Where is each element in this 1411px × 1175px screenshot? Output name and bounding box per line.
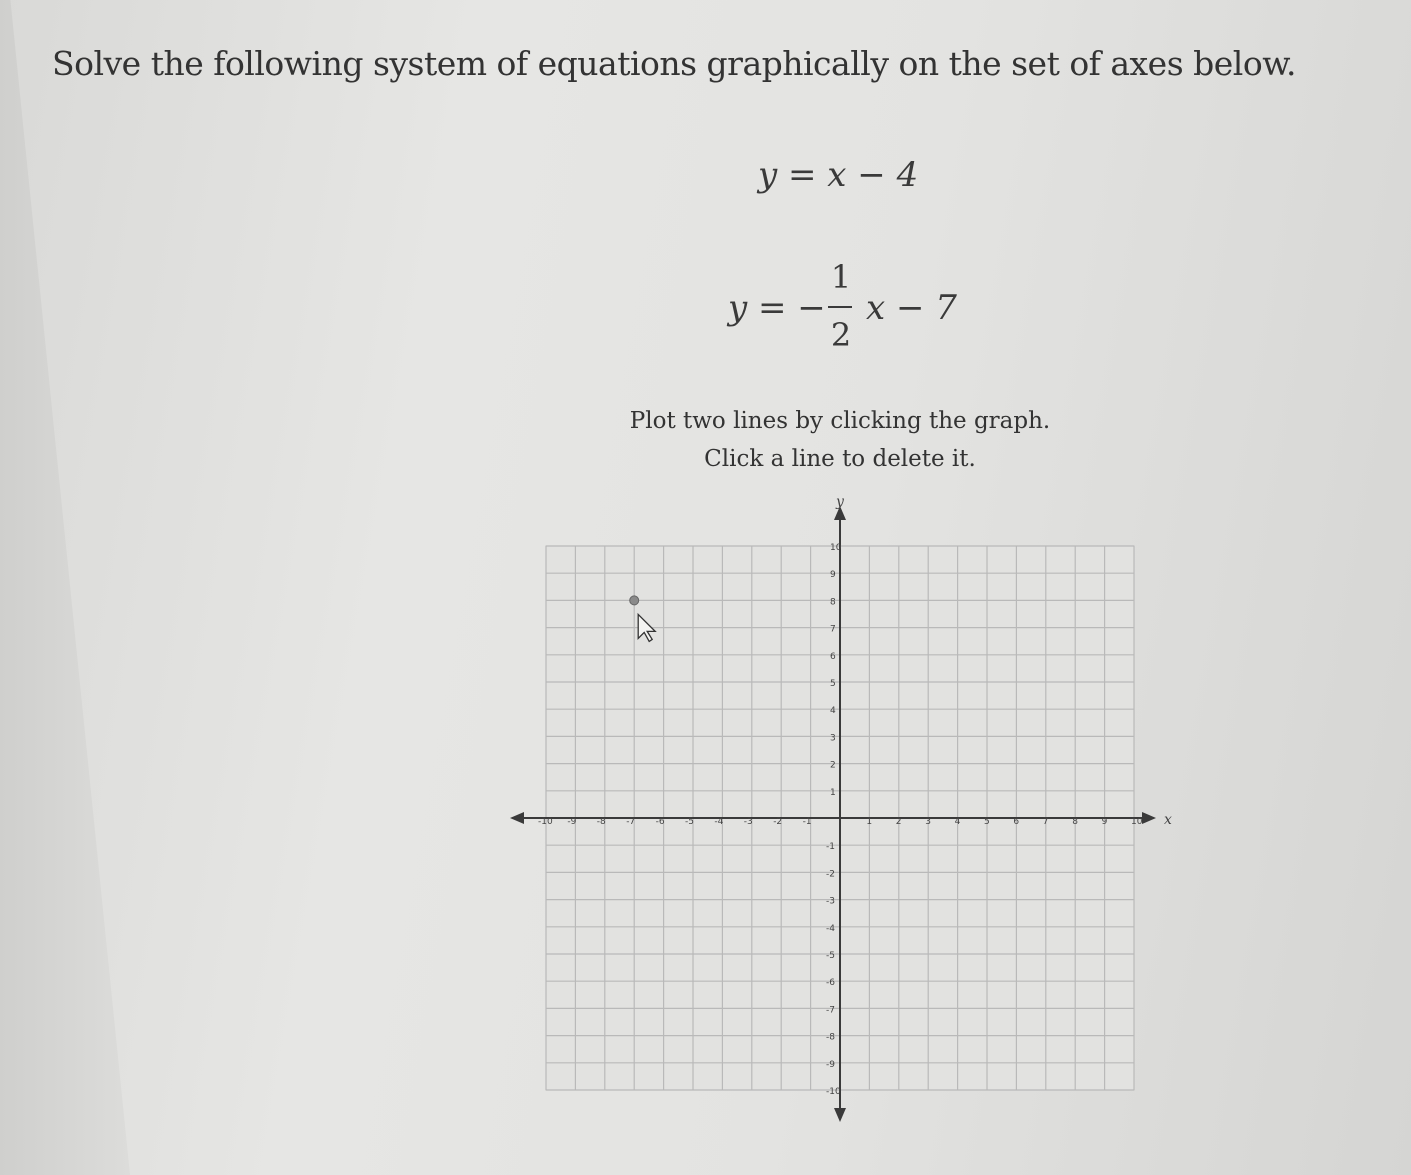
x-tick-label: -1 xyxy=(802,817,812,827)
x-tick-label: 3 xyxy=(925,817,931,827)
plotted-point[interactable] xyxy=(630,596,639,605)
equation-2-lhs: y = − xyxy=(728,288,826,328)
x-tick-label: -2 xyxy=(773,817,783,827)
y-tick-label: -8 xyxy=(826,1032,835,1043)
left-margin-edge xyxy=(0,0,130,1175)
x-tick-label: 4 xyxy=(954,817,961,827)
x-tick-label: 1 xyxy=(866,817,873,827)
y-axis-label: y xyxy=(836,494,844,510)
graph-area[interactable] xyxy=(510,490,1170,1130)
x-tick-label: 6 xyxy=(1013,817,1020,827)
equation-2-rhs: x − 7 xyxy=(866,288,957,328)
coordinate-plane[interactable] xyxy=(510,490,1170,1130)
y-tick-label: -3 xyxy=(826,896,835,907)
y-tick-label: -7 xyxy=(826,1005,835,1016)
y-tick-label: -10 xyxy=(826,1087,841,1097)
x-tick-label: -5 xyxy=(685,817,694,827)
x-tick-label: -7 xyxy=(626,817,636,827)
y-tick-label: 9 xyxy=(830,570,836,581)
equation-2-denominator: 2 xyxy=(830,316,852,354)
y-tick-label: -4 xyxy=(826,923,835,934)
question-text: Solve the following system of equations graphically on the set of axes below. xyxy=(52,44,1297,83)
y-tick-label: -2 xyxy=(826,869,835,880)
x-tick-label: -4 xyxy=(714,817,724,827)
y-tick-label: -9 xyxy=(826,1059,835,1070)
x-tick-label: -6 xyxy=(655,817,665,827)
y-tick-label: 3 xyxy=(830,733,836,744)
x-tick-label: 5 xyxy=(984,817,990,827)
y-tick-label: 2 xyxy=(830,760,836,771)
y-tick-label: -1 xyxy=(826,842,835,853)
x-tick-label: -10 xyxy=(538,817,553,827)
y-tick-label: -6 xyxy=(826,978,835,989)
x-tick-label: -9 xyxy=(567,817,577,827)
x-axis-arrow-left-icon xyxy=(510,812,524,824)
x-tick-label: -3 xyxy=(743,817,753,827)
x-tick-label: 2 xyxy=(895,817,902,827)
fraction-bar xyxy=(828,306,852,308)
x-tick-label: 10 xyxy=(1131,817,1143,827)
y-tick-label: 8 xyxy=(830,597,836,608)
x-axis-label: x xyxy=(1164,812,1172,828)
y-tick-label: 5 xyxy=(830,679,836,689)
equation-1: y = x − 4 xyxy=(758,155,919,195)
y-tick-label: 4 xyxy=(830,706,836,717)
y-tick-label: -5 xyxy=(826,951,835,961)
equation-2-numerator: 1 xyxy=(830,258,852,296)
x-tick-label: -8 xyxy=(596,817,606,827)
x-tick-label: 8 xyxy=(1072,817,1078,827)
instruction-plot: Plot two lines by clicking the graph. xyxy=(629,408,1051,434)
instruction-delete: Click a line to delete it. xyxy=(704,446,976,472)
y-tick-label: 6 xyxy=(830,651,836,662)
x-tick-label: 9 xyxy=(1101,817,1108,827)
x-tick-label: 7 xyxy=(1042,817,1049,827)
y-axis-arrow-down-icon xyxy=(834,1108,846,1122)
y-tick-label: 10 xyxy=(830,543,842,553)
x-axis-arrow-right-icon xyxy=(1142,812,1156,824)
y-tick-label: 1 xyxy=(830,787,836,798)
y-tick-label: 7 xyxy=(830,624,836,635)
